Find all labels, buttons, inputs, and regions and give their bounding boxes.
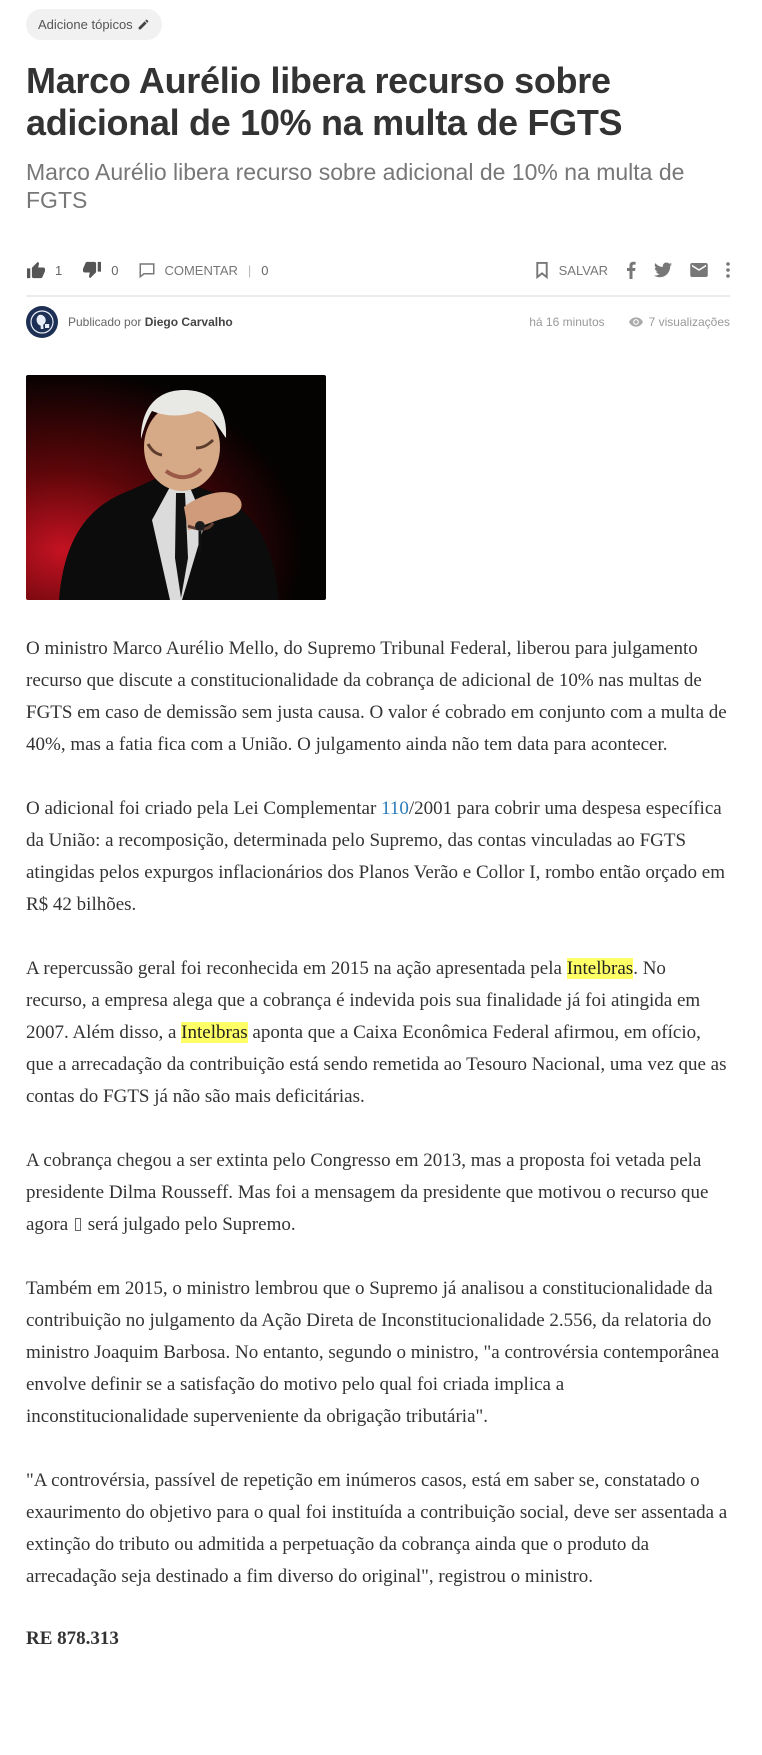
article-title: Marco Aurélio libera recurso sobre adicional de 10% na multa de FGTS: [26, 60, 623, 143]
comment-separator: |: [247, 262, 252, 278]
add-topics-button[interactable]: [26, 9, 162, 40]
paragraph-3-text-b: . No recurso, a empresa alega que a cobrança é indevida pois sua finalidade já foi atingida em 2007. Além disso, a: [26, 958, 701, 1043]
comment-count: 0: [261, 262, 269, 278]
eye-icon: [629, 317, 643, 327]
facebook-icon: [626, 261, 636, 279]
article-paragraph-4: [26, 1145, 730, 1241]
author-avatar[interactable]: [26, 306, 58, 338]
like-count: 1: [55, 262, 63, 278]
paragraph-4-text-b: será julgado pelo Supremo.: [82, 1214, 296, 1235]
published-by-label: [68, 315, 233, 329]
article-paragraph-2: [26, 793, 730, 921]
save-button[interactable]: [535, 262, 608, 279]
comment-icon: [138, 261, 156, 279]
paragraph-3-text-c: aponta que a Caixa Econômica Federal afirmou, em ofício, que a arrecadação da contribuição está sendo remetida ao Tesouro Nacional, uma vez que as contas do FGTS já não são mais deficitárias.: [26, 1022, 727, 1107]
publish-meta: [26, 297, 730, 347]
article-container: [26, 9, 730, 1687]
comment-label: COMENTAR: [164, 262, 238, 278]
action-bar: [26, 245, 730, 297]
article-body: [26, 633, 730, 1655]
facebook-share-button[interactable]: [626, 261, 636, 279]
article-paragraph-3: [26, 953, 730, 1113]
paragraph-2-text-a: O adicional foi criado pela Lei Complementar: [26, 798, 382, 819]
twitter-share-button[interactable]: [654, 262, 672, 278]
lei-complementar-110-link[interactable]: 110: [381, 798, 409, 819]
like-button[interactable]: [26, 261, 62, 279]
article-paragraph-1: O ministro Marco Aurélio Mello, do Supremo Tribunal Federal, liberou para julgamento recurso que discute a constitucionalidade da cobrança de adicional de 10% nas multas de FGTS em caso de demissão sem justa causa. O valor é cobrado em conjunto com a multa de 40%, mas a fatia fica com a União. O julgamento ainda não tem data para acontecer.: [26, 638, 727, 755]
article-photo: [26, 375, 326, 600]
add-topics-label: Adicione tópicos: [38, 17, 133, 32]
save-label: SALVAR: [558, 262, 608, 278]
thumbs-down-icon: [82, 261, 102, 279]
more-vertical-icon: [726, 262, 730, 278]
meta-right: [529, 315, 730, 329]
author-logo-icon: [30, 310, 54, 334]
comment-button[interactable]: [138, 261, 268, 279]
intelbras-highlight-1[interactable]: Intelbras: [566, 958, 634, 979]
paragraph-4-text-a: A cobrança chegou a ser extinta pelo Congresso em 2013, mas a proposta foi vetada pela presidente Dilma Rousseff. Mas foi a mensagem da presidente que motivou o recurso que agora: [26, 1150, 709, 1235]
email-icon: [690, 263, 708, 277]
dislike-count: 0: [111, 262, 119, 278]
article-paragraph-6: "A controvérsia, passível de repetição em inúmeros casos, está em saber se, constatado o exaurimento do objetivo para o qual foi instituída a contribuição social, deve ser assentada a extinção do tributo ou admitida a perpetuação da cobrança ainda que o produto da arrecadação seja destinado a fim diverso do original", registrou o ministro.: [26, 1470, 728, 1587]
article-subtitle: Marco Aurélio libera recurso sobre adicional de 10% na multa de FGTS: [26, 159, 685, 213]
intelbras-highlight-2[interactable]: Intelbras: [181, 1022, 248, 1043]
missing-glyph-icon: [75, 1218, 81, 1231]
paragraph-2-text-b: /2001 para cobrir uma despesa específica da União: a recomposição, determinada pelo Supremo, das contas vinculadas ao FGTS atingidas pelos expurgos inflacionários dos Planos Verão e Collor I, rombo então orçado em R$ 42 bilhões.: [26, 798, 725, 915]
pencil-icon: [137, 18, 150, 31]
re-reference: RE 878.313: [26, 1628, 119, 1649]
paragraph-3-text-a: A repercussão geral foi reconhecida em 2015 na ação apresentada pela: [26, 958, 567, 979]
published-by-prefix: Publicado por: [68, 315, 142, 329]
views-label: 7 visualizações: [648, 315, 730, 329]
more-options-button[interactable]: [726, 262, 730, 278]
twitter-icon: [654, 262, 672, 278]
dislike-button[interactable]: [82, 261, 118, 279]
email-share-button[interactable]: [690, 263, 708, 277]
view-count: [629, 315, 730, 329]
article-paragraph-5: Também em 2015, o ministro lembrou que o Supremo já analisou a constitucionalidade da contribuição no julgamento da Ação Direta de Inconstitucionalidade 2.556, da relatoria do ministro Joaquim Barbosa. No entanto, segundo o ministro, "a controvérsia contemporânea envolve definir se a satisfação do motivo pelo qual foi criada implica a inconstitucionalidade superveniente da obrigação tributária".: [26, 1278, 720, 1427]
author-name[interactable]: Diego Carvalho: [144, 315, 233, 329]
thumbs-up-icon: [26, 261, 46, 279]
publish-time: há 16 minutos: [529, 315, 605, 329]
bookmark-icon: [535, 262, 549, 279]
